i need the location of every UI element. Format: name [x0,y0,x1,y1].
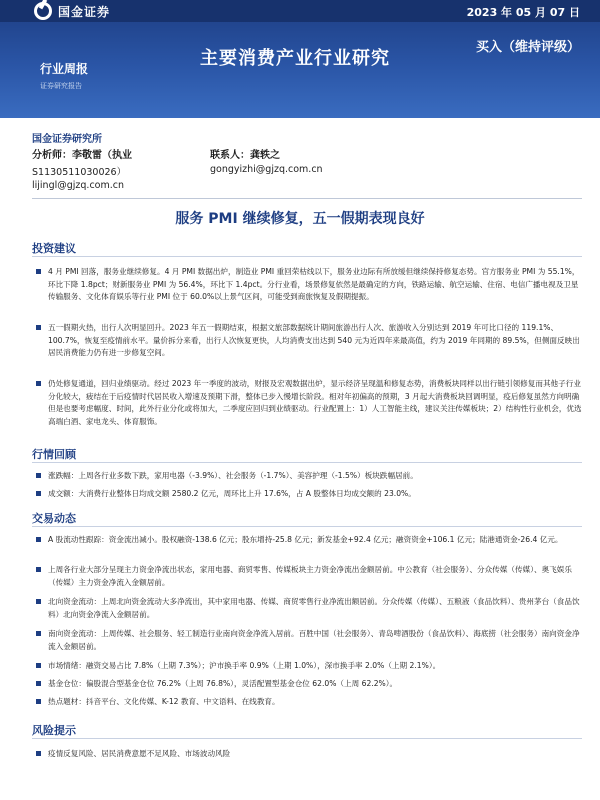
category-sub-label: 证券研究报告 [40,82,82,90]
section-divider [32,462,582,463]
category-label: 行业周报 [40,62,89,76]
header-banner [0,0,600,118]
report-title: 主要消费产业行业研究 [200,48,390,69]
contact-name: 联系人：龚轶之 [210,150,280,161]
logo-icon [34,2,52,20]
invest-bullet: 五一假期火热，出行人次明显回升。2023 年五一假期结束，根据文旅部数据统计期间旅游出行人次、旅游收入分别达到 2019 年可比口径的 119.1%、100.7%，恢复至疫情前水平。量价拆分来看，出行人次恢复更快，人均消费支出达到 540 元为近四年来最高值，约为 2019 年同期的 89.5%，但侧面反映出居民消费能力仍有进一步修复空间。 [32,322,582,360]
analyst-name: 分析师：李敬雷（执业 [32,150,132,161]
market-bullet: 涨跌幅：上周各行业多数下跌，家用电器（-3.9%）、社会服务（-1.7%）、美容护理（-1.5%）板块跌幅居前。 [32,470,582,483]
invest-bullet: 4 月 PMI 回落，服务业继续修复。4 月 PMI 数据出炉，制造业 PMI 重回荣枯线以下，服务业边际有所放缓但继续保持修复态势。官方服务业 PMI 为 55.1%，环比下降 1.8pct；财新服务业 PMI 为 56.4%，环比下 1.4pct。分行业看，场景修复依然是最确定的方向，铁路运输、航空运输、住宿、电信广播电视及卫星传输服务、文化体育娱乐等行业 PMI 位于 60.0%以上景气区间，可能受到商旅恢复及假期提振。 [32,266,582,304]
invest-bullet: 仍处修复通道，回归业绩驱动。经过 2023 年一季度的波动，财报及宏观数据出炉，显示经济呈现温和修复态势，消费板块同样以出行链引领修复而其他子行业分化较大，疲结在于后疫情时代居民收入增速及预期下滑，整体已步入慢增长阶段。相对年初偏高的预期，3 月起大消费板块回调明显，疫后修复虽然方向明确但是也要考虑幅度、时间，此外行业分化或将加大，二季度应回归到业绩驱动。行业配置上：1）人工智能主线，建议关注传媒板块；2）结构性行业机会，优选高端白酒、家电龙头、体育服饰。 [32,378,582,428]
trading-bullet: 上周各行业大部分呈现主力资金净流出状态，家用电器、商贸零售、传媒板块主力资金净流出金额居前。中公教育（社会服务）、分众传媒（传媒）、奥飞娱乐（传媒）主力资金净流入金额居前。 [32,564,582,589]
contact-email[interactable]: gongyizhi@gjzq.com.cn [210,164,323,175]
report-date: 2023 年 05 月 07 日 [466,6,580,19]
rating-badge: 买入（维持评级） [475,40,580,55]
company-logo [34,2,110,20]
trading-bullet: 市场情绪：融资交易占比 7.8%（上期 7.3%）；沪市换手率 0.9%（上期 1.0%），深市换手率 2.0%（上期 2.1%）。 [32,660,582,673]
section-title-risk: 风险提示 [32,724,76,737]
section-divider [32,526,582,527]
logo-text: 国金证券 [58,4,111,19]
market-bullet: 成交额：大消费行业整体日均成交额 2580.2 亿元，周环比上升 17.6%，占 A 股整体日均成交额的 23.0%。 [32,488,582,501]
section-title-market: 行情回顾 [32,448,76,461]
author-divider [32,198,582,199]
trading-bullet: 北向资金流动：上周北向资金流动大多净流出，其中家用电器、传媒、商贸零售行业净流出额居前。分众传媒（传媒）、五粮液（食品饮料）、贵州茅台（食品饮料）北向资金净流入金额居前。 [32,596,582,621]
institute-name: 国金证券研究所 [32,134,102,145]
trading-bullet: 基金仓位：偏股混合型基金仓位 76.2%（上周 76.8%），灵活配置型基金仓位 62.0%（上周 62.2%）。 [32,678,582,691]
analyst-email[interactable]: lijingl@gjzq.com.cn [32,180,125,191]
report-headline: 服务 PMI 继续修复，五一假期表现良好 [175,211,425,227]
trading-bullet: 热点题材：抖音平台、文化传媒、K-12 教育、中文语料、在线教育。 [32,696,582,709]
section-title-trading: 交易动态 [32,512,76,525]
analyst-id: S1130511030026） [32,167,127,178]
trading-bullet: A 股流动性跟踪：资金流出减小。股权融资-138.6 亿元；股东增持-25.8 亿元；新发基金+92.4 亿元；融资资金+106.1 亿元；陆港通资金-26.4 亿元。 [32,534,582,547]
risk-bullet: 疫情反复风险、居民消费意愿不足风险、市场波动风险 [32,748,582,761]
report-category [0,52,110,100]
section-divider [32,738,582,739]
trading-bullet: 南向资金流动：上周传媒、社会服务、轻工制造行业南向资金净流入居前。百胜中国（社会服务）、青岛啤酒股份（食品饮料）、海底捞（社会服务）南向资金净流入金额居前。 [32,628,582,653]
section-title-invest: 投资建议 [32,242,76,255]
section-divider [32,256,582,257]
